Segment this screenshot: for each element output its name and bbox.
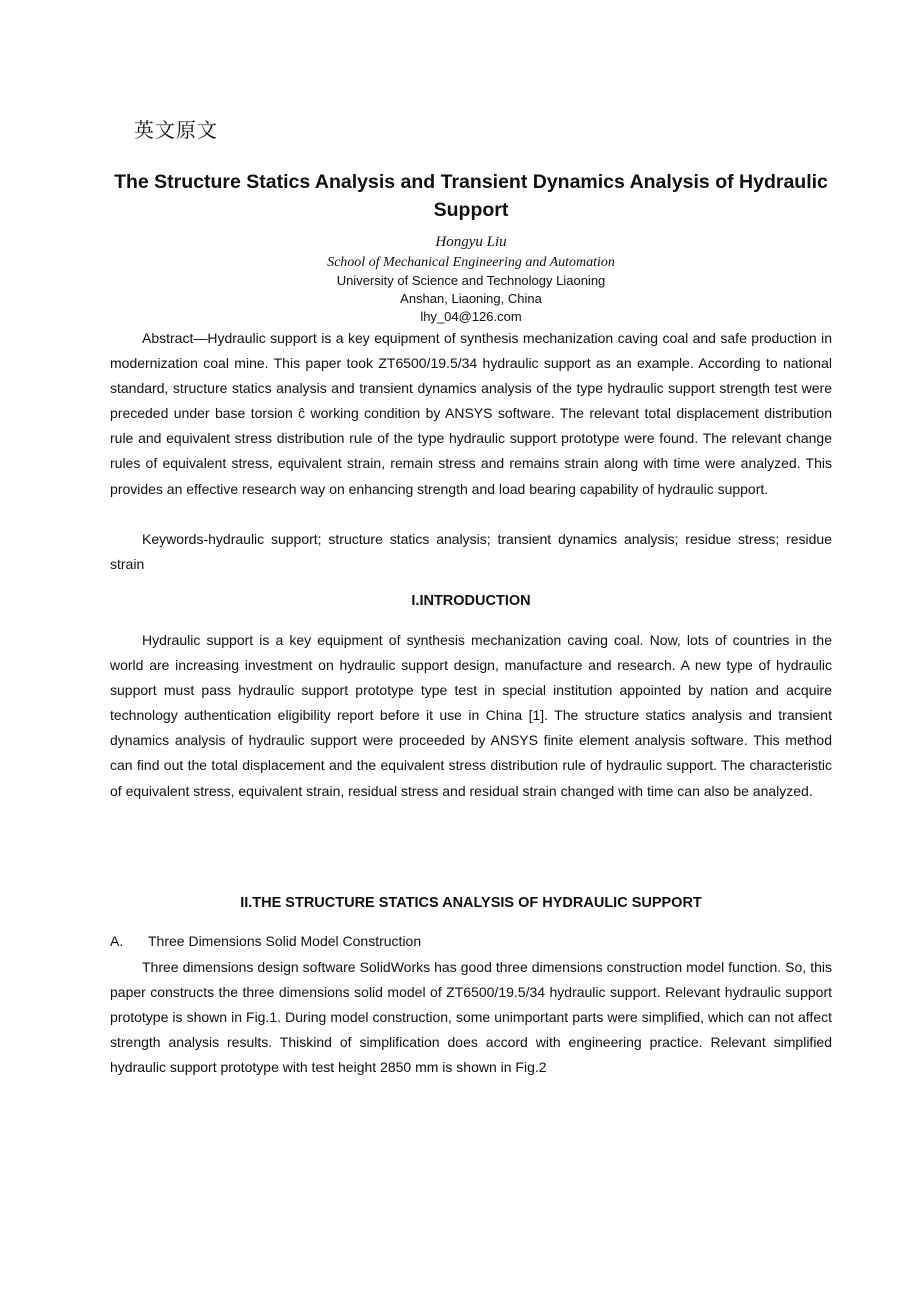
subsection-number: A.	[110, 933, 124, 949]
abstract-paragraph: Abstract—Hydraulic support is a key equipment of synthesis mechanization caving coal and safe production in modernization coal mine. This paper took ZT6500/19.5/34 hydraulic support as an example. According to national standard, structure statics analysis and transient dynamics analysis of the type hydraulic support strength test were preceded under base torsion ĉ working condition by ANSYS software. The relevant total displacement distribution rule and equivalent stress distribution rule of the type hydraulic support prototype were found. The relevant change rules of equivalent stress, equivalent strain, remain stress and remains strain along with time were analyzed. This provides an effective research way on enhancing strength and load bearing capability of hydraulic support.	[110, 330, 832, 497]
keywords-paragraph: Keywords-hydraulic support; structure statics analysis; transient dynamics analysis; residue stress; residue strain	[110, 531, 832, 573]
chinese-heading: 英文原文	[134, 118, 218, 142]
section-heading-introduction: I.INTRODUCTION	[411, 593, 531, 609]
introduction-paragraph: Hydraulic support is a key equipment of synthesis mechanization caving coal. Now, lots of countries in the world are increasing investment on hydraulic support design, manufacture and research. A new type of hydraulic support must pass hydraulic support prototype type test in special institution appointed by nation and acquire technology authentication eligibility report before it use in China [1]. The structure statics analysis and transient dynamics analysis of hydraulic support were proceeded by ANSYS finite element analysis software. This method can find out the total displacement and the equivalent stress distribution rule of hydraulic support. The characteristic of equivalent stress, equivalent strain, residual stress and residual strain changed with time can also be analyzed.	[110, 632, 832, 799]
author-university: University of Science and Technology Liaoning	[336, 273, 606, 288]
author-location: Anshan, Liaoning, China	[400, 291, 542, 306]
section-heading-statics: II.THE STRUCTURE STATICS ANALYSIS OF HYDRAULIC SUPPORT	[240, 895, 702, 911]
subsection-a-paragraph: Three dimensions design software SolidWorks has good three dimensions construction model function. So, this paper constructs the three dimensions solid model of ZT6500/19.5/34 hydraulic support. Relevant hydraulic support prototype is shown in Fig.1. During model construction, some unimportant parts were simplified, which can not affect strength analysis results. Thiskind of simplification does accord with engineering practice. Relevant simplified hydraulic support prototype with test height 2850 mm is shown in Fig.2	[110, 959, 832, 1076]
author-email: lhy_04@126.com	[420, 309, 522, 324]
subsection-heading-a	[110, 933, 832, 949]
paper-title: The Structure Statics Analysis and Transient Dynamics Analysis of Hydraulic Support	[114, 171, 828, 221]
subsection-title: Three Dimensions Solid Model Construction	[148, 933, 422, 949]
author-affiliation: School of Mechanical Engineering and Automation	[327, 255, 615, 270]
author-name: Hongyu Liu	[435, 234, 507, 250]
